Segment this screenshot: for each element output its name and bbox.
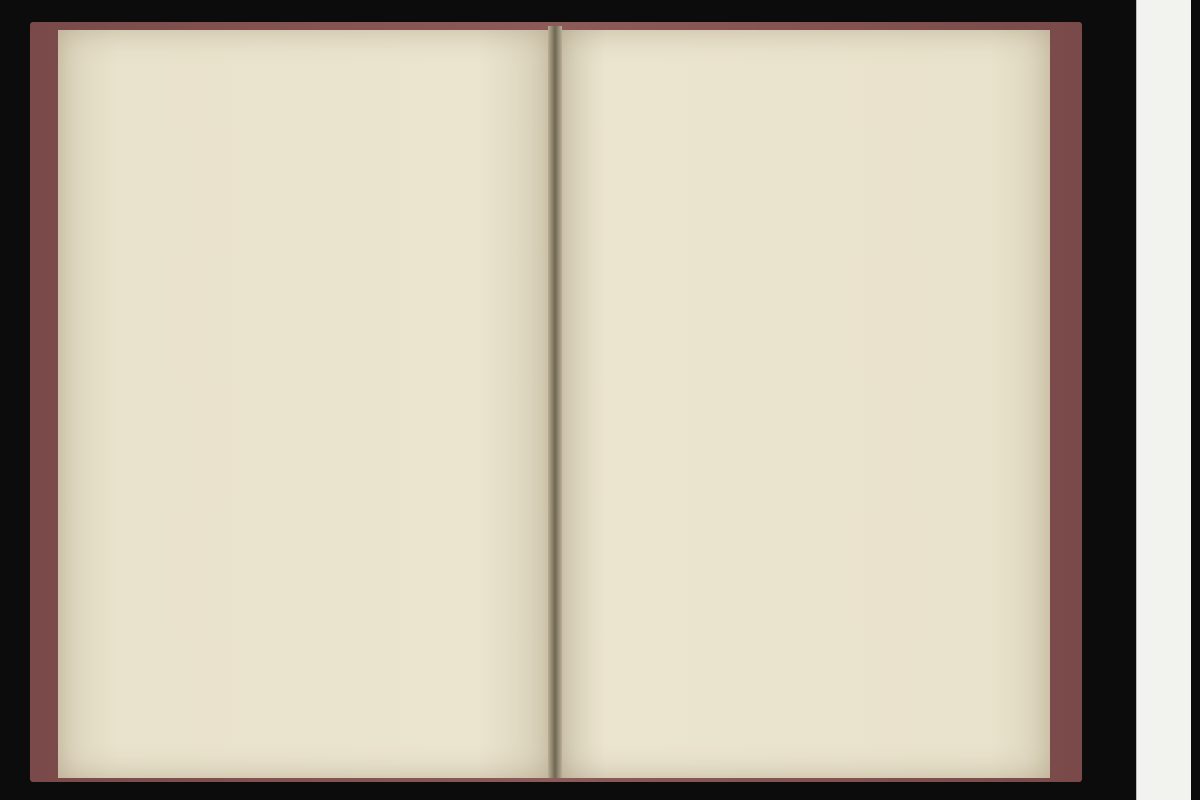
right-page [556, 30, 1050, 778]
left-page-text [58, 30, 552, 778]
measuring-ruler [1136, 0, 1191, 800]
book-gutter [548, 26, 562, 778]
left-page [58, 30, 552, 778]
right-page-text [556, 30, 1050, 778]
